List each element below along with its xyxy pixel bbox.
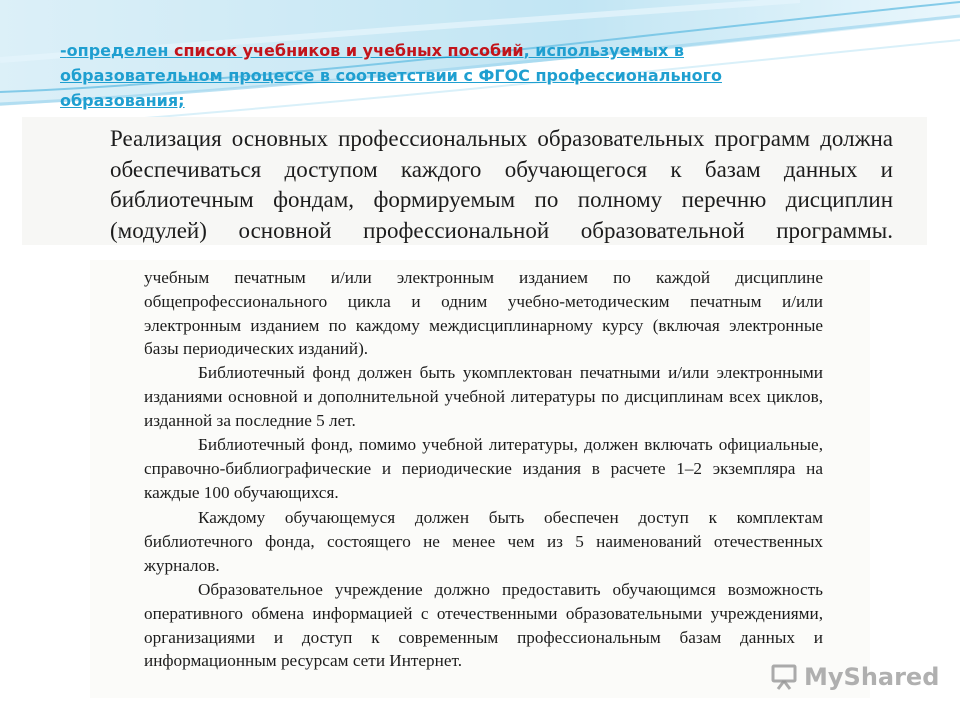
slide-headline bbox=[60, 38, 820, 113]
scan-paragraph-3: Библиотечный фонд, помимо учебной литературы, должен включать официальные, справочно-библиографические и периодические издания в расчете 1–2 экземпляра на каждые 100 обучающихся. bbox=[144, 435, 823, 502]
scan-paragraph-2: Библиотечный фонд должен быть укомплектован печатными и/или электронными изданиями основной и дополнительной учебной литературы по дисциплинам всех циклов, изданной за последние 5 лет. bbox=[144, 363, 823, 430]
scanned-excerpt-main bbox=[90, 260, 870, 698]
watermark bbox=[770, 660, 939, 694]
headline-accent: список учебников и учебных пособий bbox=[173, 41, 524, 60]
scanned-excerpt-top-text: Реализация основных профессиональных образовательных программ должна обеспечиваться доступом каждого обучающегося к базам данных и библиотечным фондам, формируемым по полному перечню дисциплин (модулей) основной профессиональной образовательной программы. bbox=[110, 126, 893, 243]
headline-part1: определен bbox=[66, 41, 174, 60]
headline-part2: , используемых в образовательном процессе в соответствии с ФГОС профессионального образования; bbox=[60, 41, 722, 110]
headline-prefix: - bbox=[60, 41, 67, 60]
scan-paragraph-4: Каждому обучающемуся должен быть обеспечен доступ к комплектам библиотечного фонда, состоящего не менее чем из 5 наименований отечественных журналов. bbox=[144, 508, 823, 575]
watermark-text: MyShared bbox=[804, 663, 940, 691]
scan-paragraph-5: Образовательное учреждение должно предоставить обучающимся возможность оперативного обмена информацией с отечественными образовательными учреждениями, организациями и доступ к современным профессиональным базам данных и информационным ресурсам сети Интернет. bbox=[144, 580, 823, 671]
scan-paragraph-1: учебным печатным и/или электронным изданием по каждой дисциплине общепрофессионального цикла и одним учебно-методическим печатным и/или электронным изданием по каждому междисциплинарному курсу (включая электронные базы периодических изданий). bbox=[144, 268, 823, 359]
presentation-board-icon bbox=[770, 663, 798, 691]
